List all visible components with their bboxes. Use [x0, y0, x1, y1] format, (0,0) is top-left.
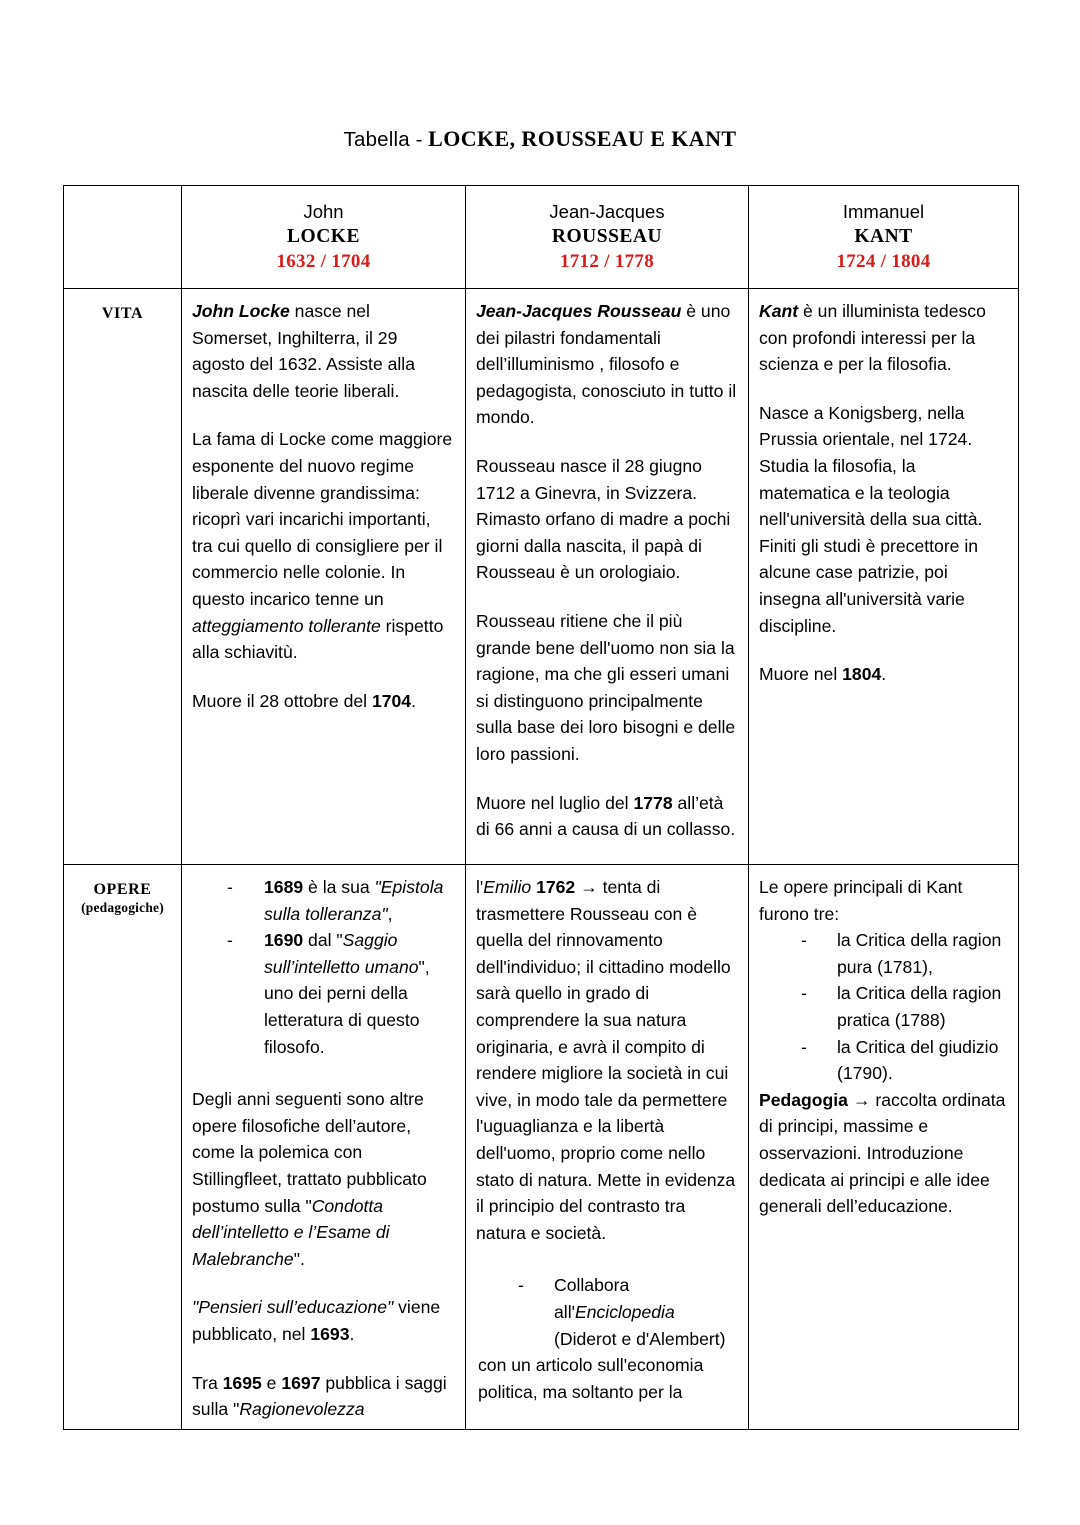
header-cell-locke [182, 186, 466, 289]
rousseau-work-enciclopedia: Enciclopedia [574, 1301, 675, 1322]
rousseau-works-list [476, 1272, 738, 1352]
cell-vita-kant [749, 289, 1019, 865]
kant-vita-para-2: Nasce a Konigsberg, nella Prussia orientale, nel 1724. Studia la filosofia, la matematica e la teologia nell'università della sua città. Finiti gli studi è precettore in alcune case patrizie, poi insegna all'università varie discipline. [759, 402, 983, 636]
page-title [0, 126, 1080, 152]
kant-vita-para-3a: Muore nel [759, 664, 843, 685]
rousseau-work-emilio: Emilio [483, 877, 532, 897]
kant-vita-para-1 [759, 298, 1008, 378]
table-row-vita [64, 289, 1019, 865]
locke-work-2-year: 1690 [264, 930, 304, 951]
locke-opere-para-2 [192, 1086, 455, 1272]
locke-work-2-tail: ", uno dei perni della letteratura di questo filosofo. [264, 956, 430, 1057]
locke-opere-para-4-mid: e [261, 1372, 282, 1393]
rousseau-vita-para-4a: Muore nel luglio del [476, 792, 634, 813]
rousseau-opere-para-1 [476, 874, 738, 1246]
kant-last-name: KANT [854, 226, 913, 247]
cell-opere-locke [182, 865, 466, 1430]
kant-vita-para-3b: . [881, 664, 887, 685]
locke-year-1697: 1697 [281, 1372, 321, 1393]
cell-opere-rousseau [466, 865, 749, 1430]
locke-vita-emphasis: atteggiamento tollerante [192, 615, 381, 636]
locke-vita-para-2a: La fama di Locke come maggiore esponente del nuovo regime liberale divenne grandissima: ricoprì vari incarichi importanti, tra cui quello di consigliere per il commercio nelle colonie. In questo incarico tenne un [192, 429, 453, 609]
locke-vita-para-3 [192, 688, 455, 715]
locke-opere-para-2b: ". [293, 1248, 305, 1269]
locke-opere-para-2a: Degli anni seguenti sono altre opere filosofiche dell’autore, come la polemica con Stillingfleet, trattato pubblicato postumo sulla " [192, 1089, 427, 1216]
list-item [192, 874, 455, 927]
locke-opere-para-4a: Tra [192, 1372, 223, 1393]
row-label-vita [64, 289, 182, 865]
list-item [192, 927, 455, 1060]
rousseau-vita-name: Jean-Jacques Rousseau [476, 301, 682, 321]
locke-opere-para-3-mid: viene pubblicato, nel [192, 1297, 441, 1344]
locke-vita-para-2b: rispetto alla schiavitù. [192, 615, 444, 663]
row-label-vita-text: VITA [101, 305, 144, 322]
cell-vita-locke [182, 289, 466, 865]
kant-vita-para-3 [759, 661, 1008, 688]
kant-vita-name: Kant [759, 301, 799, 321]
arrow-icon: → [575, 877, 603, 897]
rousseau-last-name: ROUSSEAU [551, 226, 663, 247]
rousseau-vita-para-1 [476, 298, 738, 431]
rousseau-vita-para-1-rest: è uno dei pilastri fondamentali dell’illuminismo , filosofo e pedagogista, conosciuto in tutto il mondo. [476, 301, 737, 428]
rousseau-opere-para-1a: l' [476, 877, 484, 897]
locke-pensieri-year: 1693 [310, 1323, 350, 1344]
locke-opere-para-3 [192, 1294, 455, 1347]
locke-vita-para-1-rest: nasce nel Somerset, Inghilterra, il 29 agosto del 1632. Assiste alla nascita delle teorie liberali. [192, 301, 416, 401]
locke-work-1-title: "Epistola sulla tolleranza" [264, 877, 444, 924]
spacer [476, 1246, 738, 1272]
header-cell-empty [64, 186, 182, 289]
list-item: - la Critica della ragion pratica (1788) [759, 980, 1008, 1033]
kant-dates: 1724 / 1804 [836, 251, 931, 272]
rousseau-first-name: Jean-Jacques [549, 201, 665, 222]
list-item: - la Critica della ragion pura (1781), [759, 927, 1008, 980]
locke-year-1695: 1695 [222, 1372, 262, 1393]
table-row-opere [64, 865, 1019, 1430]
rousseau-vita-para-4b: all’età di 66 anni a causa di un collasso. [476, 792, 736, 840]
row-label-opere-text: OPERE [93, 881, 152, 898]
rousseau-bullet-a: Collabora all' [554, 1275, 630, 1322]
kant-first-name: Immanuel [842, 201, 925, 222]
locke-works-list [192, 874, 455, 1060]
locke-vita-para-3a: Muore il 28 ottobre del [192, 690, 372, 711]
locke-vita-para-3b: . [411, 690, 416, 711]
locke-death-year: 1704 [371, 690, 412, 711]
cell-vita-rousseau [466, 289, 749, 865]
arrow-icon: → [847, 1089, 876, 1110]
comparison-table [63, 185, 1019, 1430]
kant-pedagogia-text: raccolta ordinata di principi, massime e osservazioni. Introduzione dedicata ai principi e alle idee generali dell’educazione. [759, 1089, 1006, 1217]
kant-opere-pedagogia [759, 1087, 1008, 1220]
locke-vita-para-2 [192, 426, 455, 665]
locke-work-2-mid: dal " [303, 930, 343, 951]
title-prefix: Tabella [343, 128, 410, 151]
spacer [192, 1060, 455, 1086]
kant-vita-para-1-rest: è un illuminista tedesco con profondi interessi per la scienza e per la filosofia. [759, 301, 986, 375]
row-label-opere-subtext: (pedagogiche) [81, 900, 164, 915]
locke-opere-para-4 [192, 1370, 455, 1423]
kant-pedagogia-label: Pedagogia [759, 1089, 848, 1110]
locke-opere-para-4b: pubblica i saggi sulla " [192, 1372, 447, 1420]
rousseau-dates: 1712 / 1778 [559, 251, 655, 272]
rousseau-vita-para-4 [476, 790, 738, 843]
locke-vita-para-1 [192, 298, 455, 404]
locke-work-1-year: 1689 [264, 877, 304, 897]
title-separator: - [415, 128, 423, 151]
rousseau-emilio-year: 1762 [531, 877, 576, 897]
kant-death-year: 1804 [842, 664, 882, 685]
rousseau-vita-para-3: Rousseau ritiene che il più grande bene dell'uomo non sia la ragione, ma che gli esseri umani si distinguono principalmente sulla base dei loro bisogni e delle loro passioni. [476, 610, 736, 764]
locke-work-1-mid: è la sua [303, 877, 375, 897]
rousseau-bullet-b: (Diderot e d'Alembert) [554, 1328, 726, 1349]
rousseau-death-year: 1778 [633, 792, 673, 813]
header-cell-kant [749, 186, 1019, 289]
locke-work-2-title: Saggio sull’intelletto umano [264, 930, 419, 977]
kant-works-list [759, 927, 1008, 1087]
rousseau-opere-tail: con un articolo sull'economia politica, ma soltanto per la [478, 1355, 704, 1402]
title-main: LOCKE, ROUSSEAU E KANT [428, 126, 737, 151]
locke-work-1-tail: , [387, 903, 393, 924]
locke-last-name: LOCKE [287, 226, 360, 247]
rousseau-opere-para-1-rest: tenta di trasmettere Rousseau con è quella del rinnovamento dell'individuo; il cittadino modello sarà quello in grado di comprendere la sua natura originaria, e avrà il compito di rendere migliore la società in cui vive, in modo tale da permettere l'uguaglianza e la libertà dell'uomo, proprio come nello stato di natura. Mette in evidenza il principio del contrasto tra natura e società. [476, 877, 736, 1243]
locke-opere-title-condotta: Condotta dell’intelletto e l’Esame di Malebranche [192, 1195, 390, 1269]
locke-first-name: John [303, 201, 344, 222]
locke-opere-para-3-tail: . [349, 1323, 355, 1344]
locke-vita-name: John Locke [192, 301, 290, 321]
list-item: - la Critica del giudizio (1790). [759, 1034, 1008, 1087]
rousseau-vita-para-2: Rousseau nasce il 28 giugno 1712 a Ginevra, in Svizzera. Rimasto orfano di madre a pochi giorni dalla nascita, il papà di Rousseau è un orologiaio. [476, 455, 731, 583]
header-cell-rousseau [466, 186, 749, 289]
table-header-row [64, 186, 1019, 289]
list-item [476, 1272, 738, 1352]
row-label-opere [64, 865, 182, 1430]
locke-dates: 1632 / 1704 [276, 251, 371, 272]
cell-opere-kant [749, 865, 1019, 1430]
kant-opere-intro: Le opere principali di Kant furono tre: [759, 877, 963, 924]
locke-opere-title-pensieri: "Pensieri sull’educazione" [192, 1297, 394, 1318]
locke-opere-title-ragionevolezza: Ragionevolezza [239, 1399, 365, 1420]
